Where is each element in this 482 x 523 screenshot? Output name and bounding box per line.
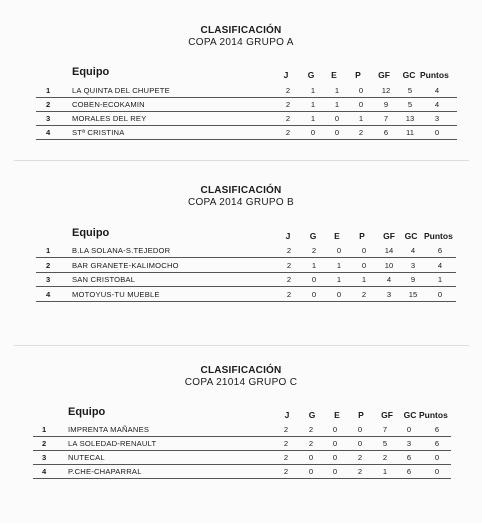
stat-cell-g: 0 [308, 467, 314, 476]
col-puntos: Puntos [419, 410, 448, 420]
stat-cell-gf: 12 [381, 86, 391, 95]
stat-cell-g: 1 [310, 100, 316, 109]
col-puntos: Puntos [420, 70, 449, 80]
position-cell: 3 [46, 275, 51, 284]
col-p: P [355, 70, 361, 80]
stat-cell-puntos: 6 [434, 425, 440, 434]
team-name-cell: P.CHE-CHAPARRAL [68, 467, 142, 476]
stat-cell-e: 0 [336, 246, 342, 255]
stat-cell-p: 0 [361, 260, 367, 270]
stat-cell-gf: 1 [382, 467, 388, 476]
stat-cell-p: 0 [357, 439, 363, 448]
stat-cell-j: 2 [286, 275, 292, 284]
table-row [36, 244, 456, 258]
stat-cell-j: 2 [286, 260, 292, 270]
stat-cell-p: 0 [358, 100, 364, 109]
stat-cell-j: 2 [283, 453, 289, 462]
stat-cell-j: 2 [283, 439, 289, 448]
stat-cell-puntos: 1 [437, 275, 443, 284]
col-gc: GC [403, 410, 417, 420]
stat-cell-gc: 13 [405, 114, 415, 123]
stat-cell-j: 2 [285, 86, 291, 95]
table-row [36, 288, 456, 302]
stat-cell-j: 2 [283, 425, 289, 434]
stat-cell-g: 0 [311, 275, 317, 284]
stat-cell-g: 2 [308, 425, 314, 434]
stat-cell-e: 1 [336, 275, 342, 284]
group-b-subtitle: COPA 2014 GRUPO B [187, 197, 295, 208]
stat-cell-e: 0 [334, 114, 340, 123]
stat-cell-e: 0 [332, 425, 338, 434]
stat-cell-gf: 6 [383, 128, 389, 137]
stat-cell-g: 2 [308, 439, 314, 448]
group-a-subtitle: COPA 2014 GRUPO A [188, 37, 294, 48]
team-name-cell: MOTOYUS-TU MUEBLE [72, 289, 160, 299]
team-name-cell: B.LA SOLANA-S.TEJEDOR [72, 246, 171, 255]
position-cell: 2 [42, 439, 47, 448]
group-c-subtitle: COPA 21014 GRUPO C [184, 377, 298, 388]
stat-cell-p: 2 [357, 467, 363, 476]
stat-cell-gc: 3 [410, 260, 416, 270]
group-c-title: CLASIFICACIÓN [200, 365, 282, 376]
stat-cell-gc: 4 [410, 246, 416, 255]
table-row [33, 451, 451, 465]
stat-cell-g: 1 [310, 114, 316, 123]
stat-cell-g: 0 [311, 289, 317, 299]
col-g: G [309, 231, 317, 241]
stat-cell-p: 0 [358, 86, 364, 95]
stat-cell-gc: 5 [407, 100, 413, 109]
group-a-title: CLASIFICACIÓN [200, 25, 282, 36]
stat-cell-gc: 6 [406, 467, 412, 476]
stat-cell-puntos: 4 [437, 260, 443, 270]
col-gf: GF [378, 70, 390, 80]
stat-cell-p: 2 [358, 128, 364, 137]
stat-cell-puntos: 4 [434, 100, 440, 109]
stat-cell-e: 1 [334, 100, 340, 109]
section-divider [14, 345, 469, 346]
stat-cell-p: 0 [357, 425, 363, 434]
stat-cell-gc: 5 [407, 86, 413, 95]
group-b-header [0, 227, 482, 245]
stat-cell-puntos: 0 [434, 128, 440, 137]
team-name-cell: LA SOLEDAD-RENAULT [68, 439, 157, 448]
col-j: J [284, 410, 290, 420]
team-column-header: Equipo [72, 66, 110, 78]
team-column-header: Equipo [68, 406, 106, 418]
stat-cell-g: 2 [311, 246, 317, 255]
position-cell: 4 [46, 289, 51, 299]
team-name-cell: SAN CRISTOBAL [72, 275, 136, 284]
col-e: E [334, 231, 340, 241]
team-column-header: Equipo [72, 227, 110, 239]
stat-cell-puntos: 0 [434, 453, 440, 462]
table-row [36, 273, 456, 287]
stat-cell-puntos: 6 [434, 439, 440, 448]
stat-cell-puntos: 0 [434, 467, 440, 476]
position-cell: 4 [42, 467, 47, 476]
stat-cell-p: 1 [358, 114, 364, 123]
table-row [33, 465, 451, 479]
stat-cell-e: 0 [332, 467, 338, 476]
position-cell: 2 [46, 260, 51, 270]
stat-cell-g: 0 [308, 453, 314, 462]
stat-cell-e: 0 [332, 453, 338, 462]
table-row [36, 112, 457, 126]
col-g: G [308, 410, 316, 420]
stat-cell-j: 2 [285, 114, 291, 123]
team-name-cell: NUTECAL [68, 453, 105, 462]
position-cell: 2 [46, 100, 51, 109]
stat-cell-p: 2 [357, 453, 363, 462]
col-gc: GC [404, 231, 418, 241]
group-c-header [0, 406, 482, 424]
stat-cell-gf: 4 [386, 275, 392, 284]
stat-cell-gc: 9 [410, 275, 416, 284]
col-j: J [283, 70, 289, 80]
position-cell: 1 [46, 86, 51, 95]
table-row [36, 259, 456, 273]
group-b-title: CLASIFICACIÓN [200, 185, 282, 196]
stat-cell-g: 1 [310, 86, 316, 95]
col-gc: GC [402, 70, 416, 80]
col-p: P [358, 410, 364, 420]
group-a-header [0, 66, 482, 84]
col-p: P [359, 231, 365, 241]
position-cell: 1 [46, 246, 51, 255]
team-name-cell: STª CRISTINA [72, 128, 125, 137]
col-j: J [285, 231, 291, 241]
stat-cell-gc: 3 [406, 439, 412, 448]
table-row [33, 423, 451, 437]
stat-cell-puntos: 0 [437, 289, 443, 299]
table-row [33, 437, 451, 451]
stat-cell-p: 0 [361, 246, 367, 255]
team-name-cell: MORALES DEL REY [72, 114, 147, 123]
stat-cell-gf: 7 [382, 425, 388, 434]
team-name-cell: COBEN-ECOKAMIN [72, 100, 145, 109]
stat-cell-j: 2 [286, 246, 292, 255]
stat-cell-e: 0 [334, 128, 340, 137]
stat-cell-gf: 2 [382, 453, 388, 462]
team-name-cell: LA QUINTA DEL CHUPETE [72, 86, 170, 95]
stat-cell-gf: 3 [386, 289, 392, 299]
stat-cell-gc: 0 [406, 425, 412, 434]
stat-cell-g: 1 [311, 260, 317, 270]
position-cell: 1 [42, 425, 47, 434]
stat-cell-j: 2 [283, 467, 289, 476]
stat-cell-p: 1 [361, 275, 367, 284]
col-e: E [334, 410, 340, 420]
stat-cell-e: 1 [334, 86, 340, 95]
position-cell: 3 [46, 114, 51, 123]
stat-cell-gc: 6 [406, 453, 412, 462]
stat-cell-e: 0 [336, 289, 342, 299]
team-name-cell: BAR GRANETE-KALIMOCHO [72, 260, 179, 270]
stat-cell-gf: 5 [382, 439, 388, 448]
stat-cell-gc: 11 [406, 128, 414, 137]
col-gf: GF [381, 410, 393, 420]
position-cell: 4 [46, 128, 51, 137]
stat-cell-gf: 10 [384, 260, 394, 270]
stat-cell-gf: 7 [383, 114, 389, 123]
stat-cell-puntos: 6 [437, 246, 443, 255]
stat-cell-puntos: 4 [434, 86, 440, 95]
stat-cell-j: 2 [285, 128, 291, 137]
section-divider [14, 160, 469, 161]
col-e: E [331, 70, 337, 80]
stat-cell-p: 2 [361, 289, 367, 299]
col-gf: GF [383, 231, 395, 241]
stat-cell-puntos: 3 [434, 114, 440, 123]
stat-cell-e: 0 [332, 439, 338, 448]
table-row [36, 84, 457, 98]
col-g: G [307, 70, 315, 80]
stat-cell-j: 2 [285, 100, 291, 109]
stat-cell-gf: 14 [384, 246, 394, 255]
position-cell: 3 [42, 453, 47, 462]
stat-cell-j: 2 [286, 289, 292, 299]
table-row [36, 126, 457, 140]
stat-cell-gc: 15 [408, 289, 418, 299]
stat-cell-g: 0 [310, 128, 316, 137]
stat-cell-gf: 9 [383, 100, 389, 109]
stat-cell-e: 1 [336, 260, 342, 270]
col-puntos: Puntos [424, 231, 453, 241]
table-row [36, 98, 457, 112]
team-name-cell: IMPRENTA MAÑANES [68, 425, 150, 434]
